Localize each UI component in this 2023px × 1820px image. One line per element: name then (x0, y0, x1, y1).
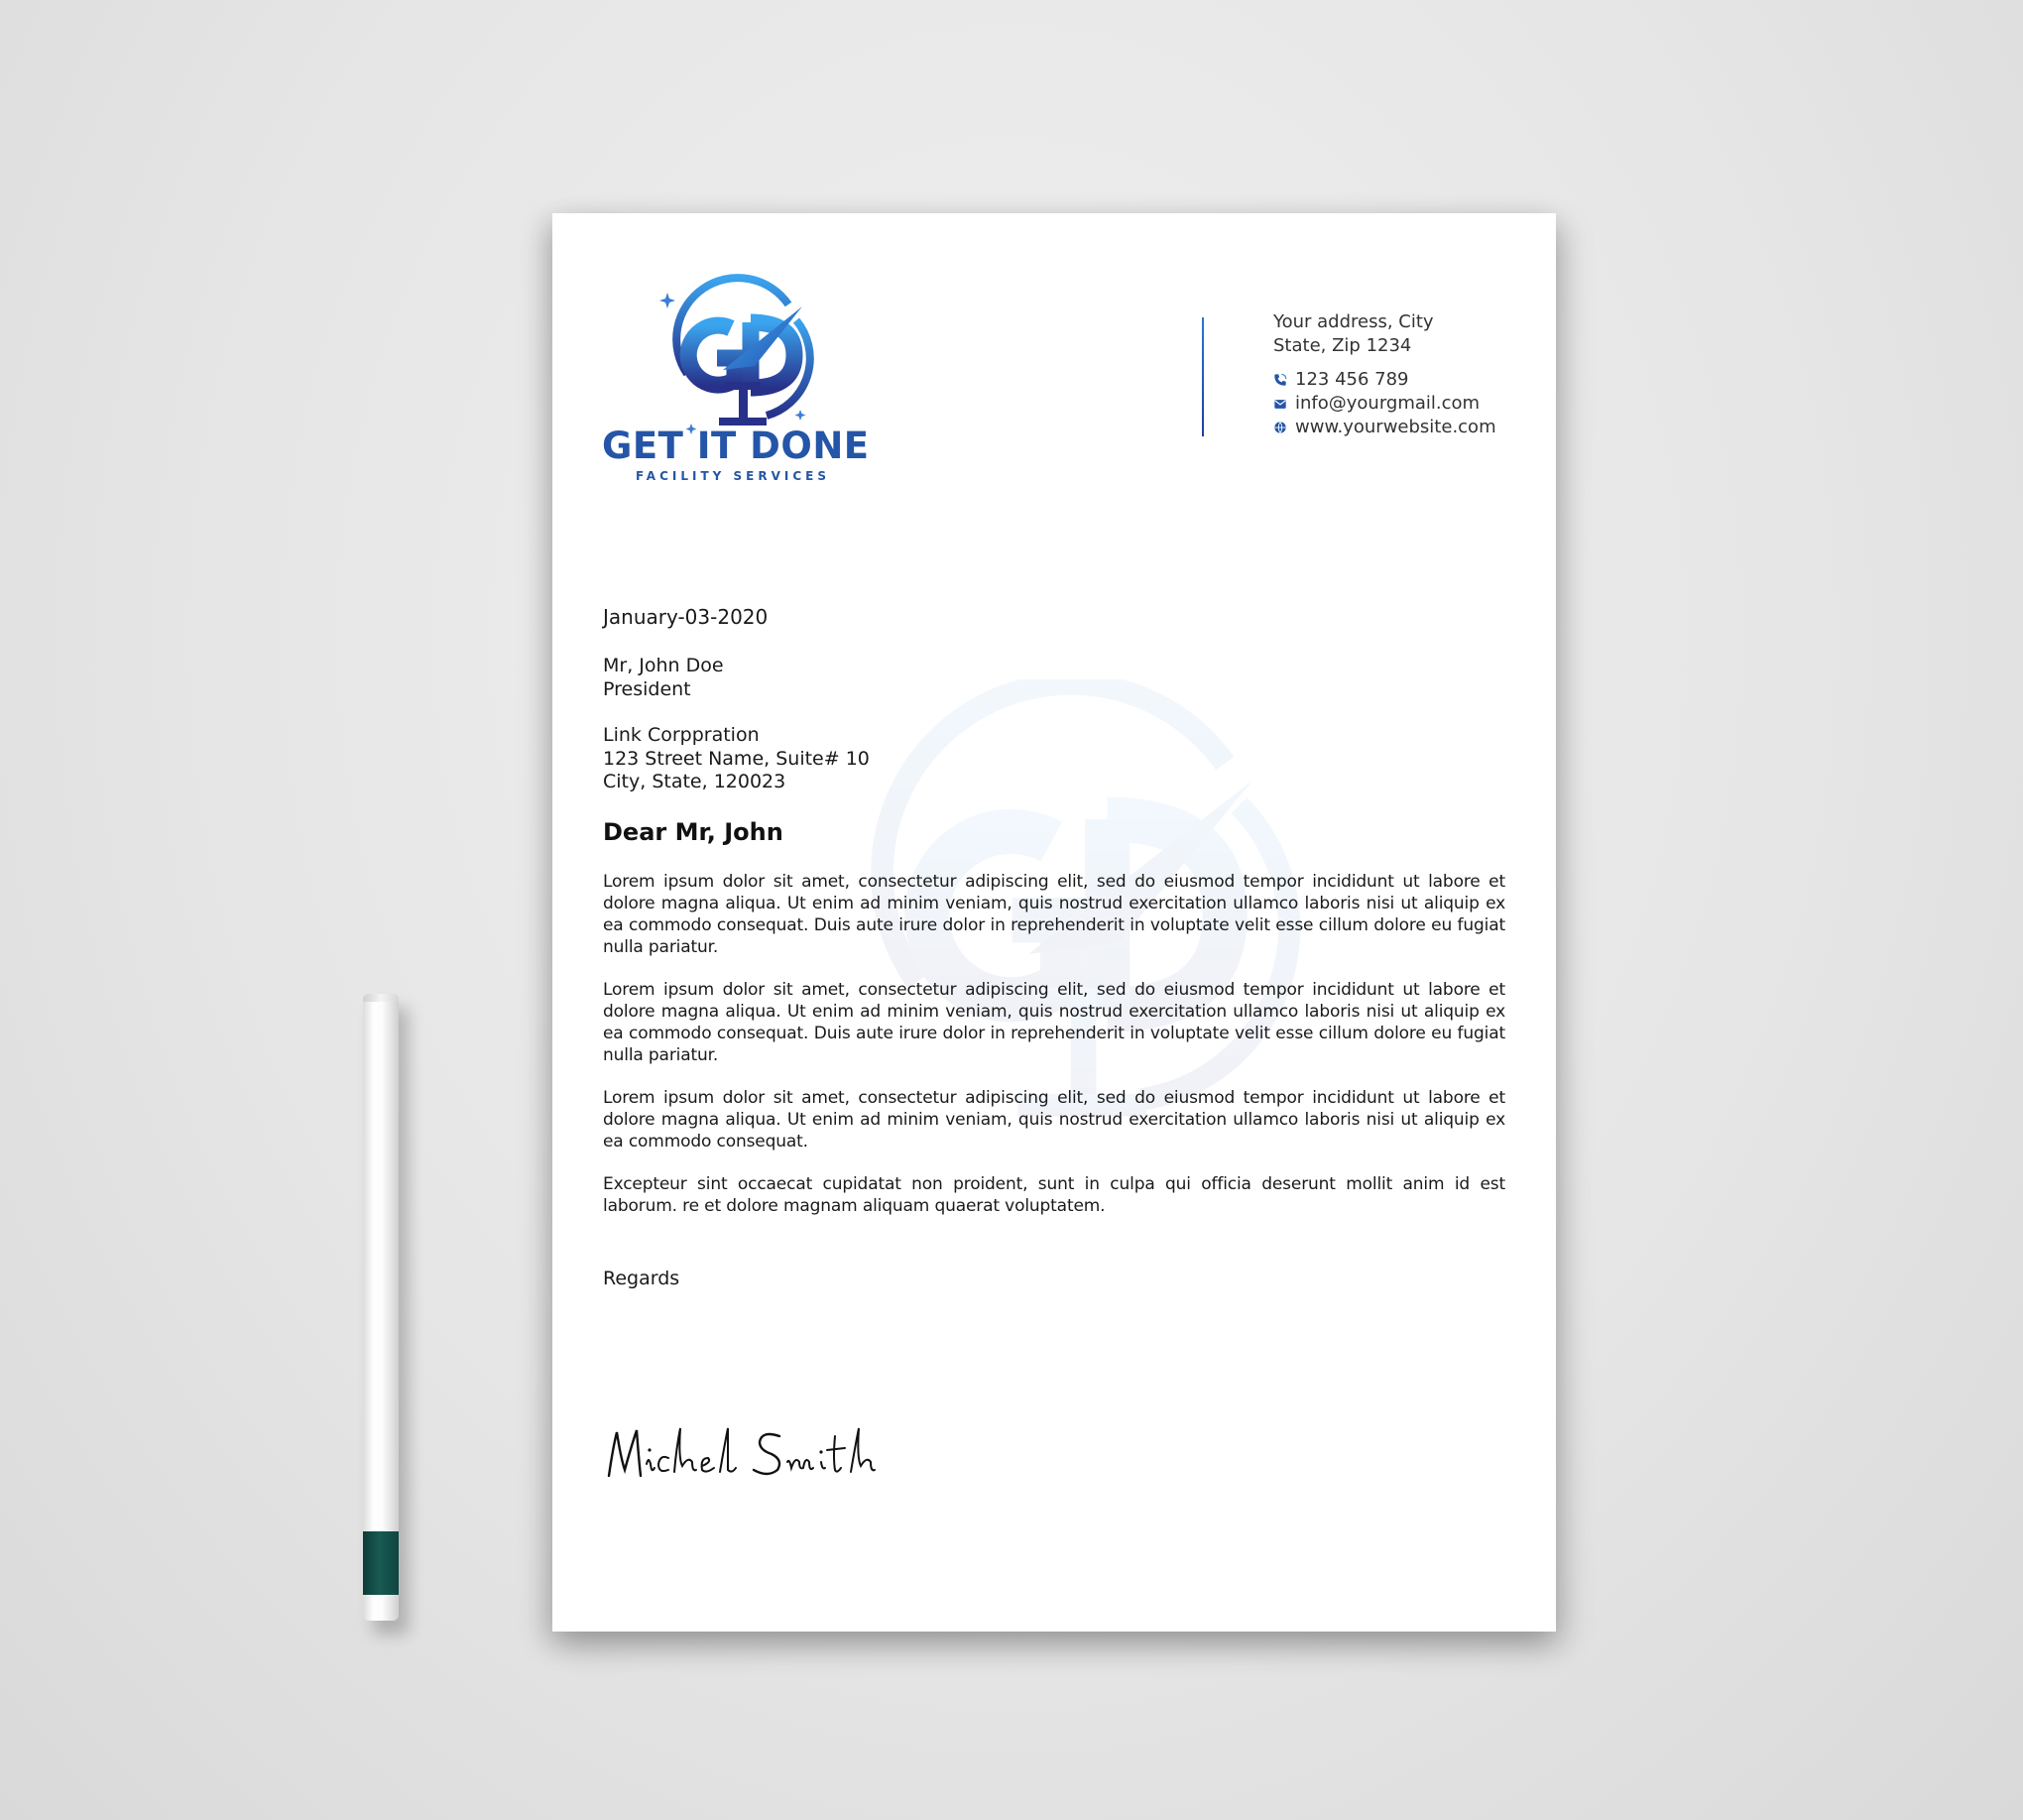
contact-block (1273, 310, 1496, 439)
letterhead-paper (552, 213, 1556, 1632)
contact-email-row (1273, 392, 1496, 416)
company-name: GET IT DONE (602, 425, 870, 467)
paragraph-2: Lorem ipsum dolor sit amet, consectetur adipiscing elit, sed do eiusmod tempor incididunt ut labore et dolore magna aliqua. Ut enim ad minim veniam, quis nostrud exercitation ullamco laboris nisi ut aliquip ex ea commodo consequat. Duis aute irure dolor in reprehenderit in voluptate velit esse cillum dolore eu fugiat nulla pariatur. (603, 979, 1505, 1065)
address-line-1: Your address, City (1273, 311, 1434, 332)
letter-date: January-03-2020 (603, 605, 769, 629)
closing: Regards (603, 1267, 680, 1289)
paragraph-3: Lorem ipsum dolor sit amet, consectetur adipiscing elit, sed do eiusmod tempor incididunt ut labore et dolore magna aliqua. Ut enim ad minim veniam, quis nostrud exercitation ullamco laboris nisi ut aliquip ex ea commodo consequat. (603, 1087, 1505, 1152)
recipient-name: Mr, John Doe (603, 655, 724, 676)
recipient-block (603, 655, 1505, 701)
salutation: Dear Mr, John (603, 817, 783, 846)
recipient-street: 123 Street Name, Suite# 10 (603, 747, 870, 770)
recipient-title: President (603, 677, 691, 700)
recipient-address-block (603, 724, 1505, 794)
letter-body (603, 605, 1505, 1290)
company-tagline: FACILITY SERVICES (635, 469, 831, 483)
pen-cap-end (363, 994, 399, 1002)
phone-icon (1273, 373, 1287, 387)
header-divider (1202, 317, 1204, 436)
recipient-company: Link Corppration (603, 724, 760, 746)
contact-phone-row (1273, 368, 1496, 392)
recipient-city: City, State, 120023 (603, 771, 786, 792)
paragraph-1: Lorem ipsum dolor sit amet, consectetur adipiscing elit, sed do eiusmod tempor incididunt ut labore et dolore magna aliqua. Ut enim ad minim veniam, quis nostrud exercitation ullamco laboris nisi ut aliquip ex ea commodo consequat. Duis aute irure dolor in reprehenderit in voluptate velit esse cillum dolore eu fugiat nulla pariatur. (603, 871, 1505, 957)
pen-band (363, 1531, 399, 1595)
globe-icon (1273, 421, 1287, 434)
email-text: info@yourgmail.com (1295, 393, 1481, 414)
company-logo-icon (652, 271, 825, 439)
address-line-2: State, Zip 1234 (1273, 335, 1412, 356)
paragraph-4: Excepteur sint occaecat cupidatat non proident, sunt in culpa qui officia deserunt mollit anim id est laborum. re et dolore magnam aliquam quaerat voluptatem. (603, 1173, 1505, 1216)
signature (603, 1418, 1000, 1488)
contact-website-row (1273, 416, 1496, 439)
pen (363, 994, 399, 1621)
website-text: www.yourwebsite.com (1295, 417, 1496, 437)
email-icon (1273, 397, 1287, 411)
phone-text: 123 456 789 (1295, 369, 1409, 390)
